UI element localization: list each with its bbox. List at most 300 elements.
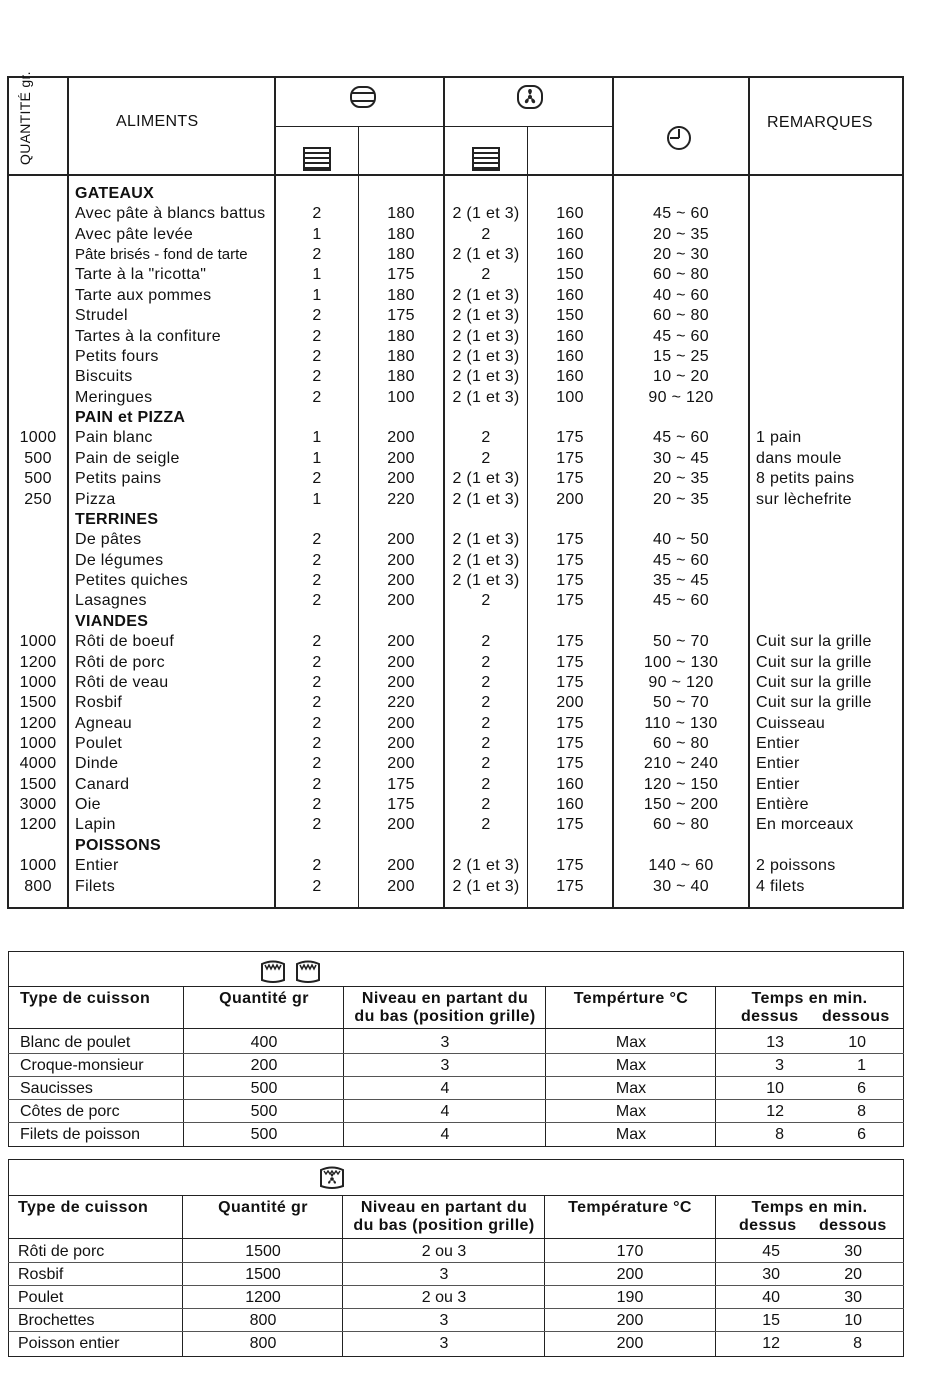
- table-cell: sur lèchefrite: [756, 490, 852, 508]
- food-name: Petites quiches: [75, 572, 189, 590]
- table-cell: 200: [387, 551, 415, 569]
- table-cell: Max: [615, 1034, 647, 1051]
- table-cell: 175: [556, 592, 584, 610]
- cooking-type: Blanc de poulet: [20, 1034, 131, 1051]
- table-cell: 13: [766, 1034, 784, 1051]
- table-cell: 1: [312, 490, 322, 508]
- table-cell: Max: [615, 1080, 647, 1097]
- table-cell: 2: [312, 531, 322, 549]
- table-cell: 200: [250, 1057, 278, 1074]
- table-cell: 175: [556, 734, 584, 752]
- table-cell: 1500: [245, 1266, 281, 1283]
- category-label: GATEAUX: [75, 185, 155, 202]
- table-cell: 2 (1 et 3): [452, 246, 520, 264]
- table-cell: 170: [616, 1243, 644, 1260]
- table-cell: 200: [387, 572, 415, 590]
- table-cell: 4: [440, 1103, 450, 1120]
- table-cell: 1000: [19, 633, 57, 651]
- food-name: De pâtes: [75, 531, 142, 549]
- table-cell: 1200: [245, 1289, 281, 1306]
- table-cell: 200: [387, 633, 415, 651]
- table-cell: 200: [387, 734, 415, 752]
- table-cell: 2 (1 et 3): [452, 531, 520, 549]
- fan-icon: [516, 84, 544, 110]
- table-cell: 2: [312, 592, 322, 610]
- table-cell: 2: [481, 592, 491, 610]
- table-cell: 175: [387, 796, 415, 814]
- food-name: Pizza: [75, 490, 116, 508]
- table-cell: 2 (1 et 3): [452, 368, 520, 386]
- table-cell: 1: [312, 266, 322, 284]
- table-cell: 1000: [19, 734, 57, 752]
- table-cell: 2: [481, 266, 491, 284]
- table-cell: 160: [556, 347, 584, 365]
- table-cell: Max: [615, 1103, 647, 1120]
- table-cell: 160: [556, 246, 584, 264]
- category-label: VIANDES: [75, 612, 149, 630]
- table-cell: 200: [387, 877, 415, 895]
- quantity-header: QUANTITÉ gr.: [17, 71, 33, 165]
- table-cell: 2 (1 et 3): [452, 877, 520, 895]
- table-cell: 20 ~ 35: [653, 490, 709, 508]
- table-cell: 1 pain: [756, 429, 802, 447]
- table-cell: 3: [775, 1057, 784, 1074]
- row-divider: [8, 1099, 904, 1100]
- shelf-level-icon: [303, 147, 331, 171]
- table-cell: 10: [848, 1034, 866, 1051]
- table-cell: 3: [439, 1335, 449, 1352]
- table-cell: 2: [481, 633, 491, 651]
- cooking-type: Poulet: [18, 1289, 64, 1306]
- category-label: PAIN et PIZZA: [75, 409, 186, 427]
- food-name: Agneau: [75, 714, 132, 732]
- table-cell: 2: [481, 755, 491, 773]
- table-cell: 400: [250, 1034, 278, 1051]
- table-cell: 200: [387, 429, 415, 447]
- table-cell: 220: [387, 694, 415, 712]
- time-header: Temps en min.: [751, 1199, 868, 1216]
- table-cell: 6: [857, 1080, 866, 1097]
- table-cell: 110 ~ 130: [644, 714, 718, 732]
- table-cell: 20 ~ 35: [653, 470, 709, 488]
- table-cell: 6: [857, 1126, 866, 1143]
- table-cell: 2 (1 et 3): [452, 490, 520, 508]
- top-bottom-heat-icon: [349, 85, 377, 109]
- table-cell: 45 ~ 60: [653, 429, 709, 447]
- table-cell: 175: [556, 877, 584, 895]
- food-name: Pain de seigle: [75, 449, 180, 467]
- qty-header: Quantité gr: [218, 1199, 308, 1216]
- table-cell: 2 (1 et 3): [452, 572, 520, 590]
- table-cell: 90 ~ 120: [648, 673, 714, 691]
- table-cell: 20 ~ 35: [653, 225, 709, 243]
- time-header: Temps en min.: [751, 990, 868, 1007]
- food-name: Rôti de porc: [75, 653, 165, 671]
- table-cell: 2: [481, 225, 491, 243]
- table-cell: 4 filets: [756, 877, 805, 895]
- table-cell: dans moule: [756, 449, 842, 467]
- row-divider: [8, 1331, 904, 1332]
- table-cell: 200: [387, 470, 415, 488]
- table-cell: 2: [481, 694, 491, 712]
- table-cell: 3: [440, 1034, 450, 1051]
- row-divider: [8, 1308, 904, 1309]
- table-cell: 8: [857, 1103, 866, 1120]
- table-cell: 2 ou 3: [421, 1243, 467, 1260]
- table-cell: 175: [556, 816, 584, 834]
- table-cell: 1: [312, 449, 322, 467]
- table-cell: 8 petits pains: [756, 470, 855, 488]
- table-cell: Cuit sur la grille: [756, 633, 872, 651]
- table-cell: 140 ~ 60: [648, 857, 714, 875]
- table-cell: 2: [312, 653, 322, 671]
- category-label: POISSONS: [75, 836, 161, 854]
- table-cell: 200: [387, 816, 415, 834]
- clock-icon: [666, 125, 692, 151]
- table-cell: 2: [312, 246, 322, 264]
- table-cell: 2: [312, 572, 322, 590]
- table-cell: 1500: [245, 1243, 281, 1260]
- table-cell: 200: [387, 673, 415, 691]
- table-cell: 60 ~ 80: [653, 734, 709, 752]
- table-cell: 2 (1 et 3): [452, 551, 520, 569]
- table-cell: Cuisseau: [756, 714, 826, 732]
- table-cell: 150: [556, 307, 584, 325]
- table-cell: 175: [556, 551, 584, 569]
- table-cell: 175: [556, 633, 584, 651]
- table-cell: 8: [775, 1126, 784, 1143]
- table-cell: 500: [250, 1080, 278, 1097]
- food-name: Pâte brisés - fond de tarte: [75, 246, 248, 264]
- table-cell: 3: [439, 1312, 449, 1329]
- cooking-type: Côtes de porc: [20, 1103, 120, 1120]
- table-cell: 60 ~ 80: [653, 816, 709, 834]
- table-cell: 500: [24, 449, 52, 467]
- table-cell: 45 ~ 60: [653, 327, 709, 345]
- table-cell: 175: [556, 572, 584, 590]
- food-name: Strudel: [75, 307, 128, 325]
- food-name: Petits pains: [75, 470, 162, 488]
- row-divider: [8, 1053, 904, 1054]
- food-name: Filets: [75, 877, 116, 895]
- cooking-type: Saucisses: [20, 1080, 93, 1097]
- table-cell: 200: [387, 755, 415, 773]
- table-cell: 210 ~ 240: [643, 755, 719, 773]
- table-cell: 2: [481, 796, 491, 814]
- cooking-type: Poisson entier: [18, 1335, 120, 1352]
- table-cell: Entier: [756, 734, 800, 752]
- table-cell: 180: [387, 225, 415, 243]
- cooking-type: Brochettes: [18, 1312, 95, 1329]
- table-cell: 30: [762, 1266, 780, 1283]
- table-cell: 200: [387, 592, 415, 610]
- row-divider: [8, 1285, 904, 1286]
- table-cell: 2 (1 et 3): [452, 857, 520, 875]
- table-cell: 160: [556, 225, 584, 243]
- table-cell: 175: [556, 857, 584, 875]
- table-cell: 1000: [19, 857, 57, 875]
- table-cell: 175: [556, 449, 584, 467]
- table-cell: 2: [312, 694, 322, 712]
- table-cell: 2: [481, 653, 491, 671]
- table-cell: Max: [615, 1126, 647, 1143]
- table-cell: 2: [312, 775, 322, 793]
- table-cell: 2 (1 et 3): [452, 205, 520, 223]
- level-header: Niveau en partant du du bas (position grille): [353, 1199, 535, 1234]
- table-cell: Cuit sur la grille: [756, 673, 872, 691]
- table-cell: 1000: [19, 673, 57, 691]
- food-name: Rôti de veau: [75, 673, 169, 691]
- table-cell: 200: [556, 694, 584, 712]
- row-divider: [8, 1262, 904, 1263]
- table-cell: 1200: [19, 816, 57, 834]
- table-cell: 2 (1 et 3): [452, 388, 520, 406]
- table-cell: 100 ~ 130: [643, 653, 719, 671]
- food-name: Canard: [75, 775, 130, 793]
- table-cell: 12: [762, 1335, 780, 1352]
- table-cell: 2: [312, 205, 322, 223]
- table-cell: 2 (1 et 3): [452, 307, 520, 325]
- table-cell: 2 (1 et 3): [452, 286, 520, 304]
- table-cell: 180: [387, 347, 415, 365]
- table-cell: 150: [556, 266, 584, 284]
- table-cell: 90 ~ 120: [648, 388, 714, 406]
- table-cell: 40 ~ 60: [653, 286, 709, 304]
- table-cell: 180: [387, 286, 415, 304]
- table-cell: 160: [556, 775, 584, 793]
- table-cell: 160: [556, 205, 584, 223]
- type-header: Type de cuisson: [18, 1199, 149, 1216]
- table-cell: 180: [387, 246, 415, 264]
- table-cell: 200: [387, 857, 415, 875]
- table-cell: 175: [556, 755, 584, 773]
- table-cell: Cuit sur la grille: [756, 653, 872, 671]
- table-cell: 180: [387, 368, 415, 386]
- table-cell: 2: [312, 796, 322, 814]
- food-name: Biscuits: [75, 368, 133, 386]
- food-name: Avec pâte à blancs battus: [75, 205, 266, 223]
- table-cell: 8: [853, 1335, 862, 1352]
- food-name: Lapin: [75, 816, 116, 834]
- table-cell: 220: [387, 490, 415, 508]
- table-cell: 30: [844, 1289, 862, 1306]
- table-cell: 2 ou 3: [421, 1289, 467, 1306]
- shelf-level-icon: [472, 147, 500, 171]
- table-cell: 200: [616, 1312, 644, 1329]
- dessus-header: dessus: [741, 1008, 799, 1025]
- table-cell: 160: [556, 796, 584, 814]
- table-cell: 15: [762, 1312, 780, 1329]
- table-cell: 45 ~ 60: [653, 551, 709, 569]
- food-name: Tarte à la "ricotta": [75, 266, 207, 284]
- table-cell: En morceaux: [756, 816, 854, 834]
- table-cell: 500: [250, 1126, 278, 1143]
- food-name: Avec pâte levée: [75, 225, 194, 243]
- food-name: Entier: [75, 857, 119, 875]
- food-name: De légumes: [75, 551, 164, 569]
- fan-grill-icon: [318, 1164, 346, 1190]
- table-cell: 2: [481, 429, 491, 447]
- table-cell: 2 poissons: [756, 857, 836, 875]
- table-cell: 1: [857, 1057, 866, 1074]
- table-cell: 30 ~ 40: [653, 877, 709, 895]
- table-cell: 2: [481, 673, 491, 691]
- table-cell: 200: [387, 653, 415, 671]
- row-divider: [8, 1122, 904, 1123]
- food-name: Rôti de boeuf: [75, 633, 175, 651]
- table-cell: 3: [440, 1057, 450, 1074]
- table-cell: 2: [312, 714, 322, 732]
- cooking-type: Rosbif: [18, 1266, 64, 1283]
- table-cell: 150 ~ 200: [643, 796, 719, 814]
- table-cell: 200: [387, 714, 415, 732]
- table-cell: 50 ~ 70: [653, 694, 709, 712]
- table-cell: 180: [387, 205, 415, 223]
- food-name: Poulet: [75, 734, 123, 752]
- table-cell: 800: [249, 1335, 277, 1352]
- table-cell: 45: [762, 1243, 780, 1260]
- table-cell: 60 ~ 80: [653, 266, 709, 284]
- table-cell: 200: [556, 490, 584, 508]
- table-cell: 175: [556, 429, 584, 447]
- table-cell: 45 ~ 60: [653, 592, 709, 610]
- food-name: Rosbif: [75, 694, 123, 712]
- table-cell: 1: [312, 286, 322, 304]
- table-cell: 160: [556, 286, 584, 304]
- cooking-type: Croque-monsieur: [20, 1057, 144, 1074]
- table-cell: 200: [387, 531, 415, 549]
- table-cell: 2: [312, 857, 322, 875]
- food-name: Pain blanc: [75, 429, 153, 447]
- food-name: Petits fours: [75, 347, 159, 365]
- aliments-header: ALIMENTS: [116, 113, 199, 130]
- table-cell: 20 ~ 30: [653, 246, 709, 264]
- table-cell: 30: [844, 1243, 862, 1260]
- food-name: Oie: [75, 796, 101, 814]
- table-cell: 2: [312, 307, 322, 325]
- table-cell: 175: [556, 653, 584, 671]
- table-cell: 1: [312, 225, 322, 243]
- table-cell: 20: [844, 1266, 862, 1283]
- table-cell: 1200: [19, 714, 57, 732]
- table-cell: 175: [387, 775, 415, 793]
- table-cell: Cuit sur la grille: [756, 694, 872, 712]
- table-cell: 2: [312, 551, 322, 569]
- table-cell: 40 ~ 50: [653, 531, 709, 549]
- table-cell: 800: [249, 1312, 277, 1329]
- temp-header: Température °C: [568, 1199, 692, 1216]
- table-cell: 500: [24, 470, 52, 488]
- table-cell: 2: [312, 633, 322, 651]
- table-cell: 2: [312, 327, 322, 345]
- type-header: Type de cuisson: [20, 990, 151, 1007]
- table-cell: 40: [762, 1289, 780, 1306]
- table-cell: 175: [387, 266, 415, 284]
- table-cell: 1200: [19, 653, 57, 671]
- table-cell: 100: [556, 388, 584, 406]
- dessous-header: dessous: [822, 1008, 890, 1025]
- table-cell: Entier: [756, 755, 800, 773]
- cooking-type: Rôti de porc: [18, 1243, 105, 1260]
- remarques-header: REMARQUES: [767, 114, 873, 131]
- table-cell: 200: [616, 1266, 644, 1283]
- table-cell: 175: [387, 307, 415, 325]
- table-cell: 160: [556, 368, 584, 386]
- table-cell: 10 ~ 20: [653, 368, 709, 386]
- table-cell: 15 ~ 25: [653, 347, 709, 365]
- temp-header: Tempérture °C: [573, 990, 689, 1007]
- category-label: TERRINES: [75, 510, 159, 528]
- table-cell: 160: [556, 327, 584, 345]
- table-cell: 2: [312, 734, 322, 752]
- table-cell: 2: [481, 816, 491, 834]
- table-cell: 2: [481, 734, 491, 752]
- table-cell: 175: [556, 714, 584, 732]
- table-cell: Entière: [756, 796, 809, 814]
- table-cell: 190: [616, 1289, 644, 1306]
- table-cell: 45 ~ 60: [653, 205, 709, 223]
- table-cell: 10: [844, 1312, 862, 1329]
- table-cell: 800: [24, 877, 52, 895]
- food-name: Dinde: [75, 755, 119, 773]
- qty-header: Quantité gr: [219, 990, 309, 1007]
- table-cell: Max: [615, 1057, 647, 1074]
- table-cell: 180: [387, 327, 415, 345]
- table-cell: 10: [766, 1080, 784, 1097]
- food-name: Meringues: [75, 388, 153, 406]
- table-cell: 2: [481, 714, 491, 732]
- table-cell: 4000: [19, 755, 57, 773]
- table-cell: 1500: [19, 775, 57, 793]
- table-cell: 100: [387, 388, 415, 406]
- table-cell: 30 ~ 45: [653, 449, 709, 467]
- table-cell: 3000: [19, 796, 57, 814]
- cooking-type: Filets de poisson: [20, 1126, 141, 1143]
- table-cell: 60 ~ 80: [653, 307, 709, 325]
- table-cell: 2: [312, 347, 322, 365]
- table-cell: 175: [556, 470, 584, 488]
- table-cell: 2 (1 et 3): [452, 347, 520, 365]
- food-name: Tarte aux pommes: [75, 286, 212, 304]
- dessous-header: dessous: [819, 1217, 887, 1234]
- table-cell: 2: [312, 877, 322, 895]
- level-header: Niveau en partant du du bas (position grille): [354, 990, 536, 1025]
- table-cell: 35 ~ 45: [653, 572, 709, 590]
- table-cell: 2: [312, 388, 322, 406]
- table-cell: 4: [440, 1080, 450, 1097]
- food-name: Tartes à la confiture: [75, 327, 221, 345]
- table-cell: 4: [440, 1126, 450, 1143]
- table-cell: 175: [556, 531, 584, 549]
- table-cell: 500: [250, 1103, 278, 1120]
- table-cell: 2 (1 et 3): [452, 470, 520, 488]
- food-name: Lasagnes: [75, 592, 147, 610]
- table-cell: 2: [481, 449, 491, 467]
- table-cell: 2: [312, 755, 322, 773]
- table-cell: 1: [312, 429, 322, 447]
- table-cell: 2: [312, 816, 322, 834]
- dessus-header: dessus: [739, 1217, 797, 1234]
- table-cell: Entier: [756, 775, 800, 793]
- table-cell: 2: [312, 368, 322, 386]
- table-cell: 2: [312, 470, 322, 488]
- table-cell: 175: [556, 673, 584, 691]
- table-cell: 200: [616, 1335, 644, 1352]
- table-cell: 3: [439, 1266, 449, 1283]
- table-cell: 1500: [19, 694, 57, 712]
- table-cell: 12: [766, 1103, 784, 1120]
- table-cell: 2: [312, 673, 322, 691]
